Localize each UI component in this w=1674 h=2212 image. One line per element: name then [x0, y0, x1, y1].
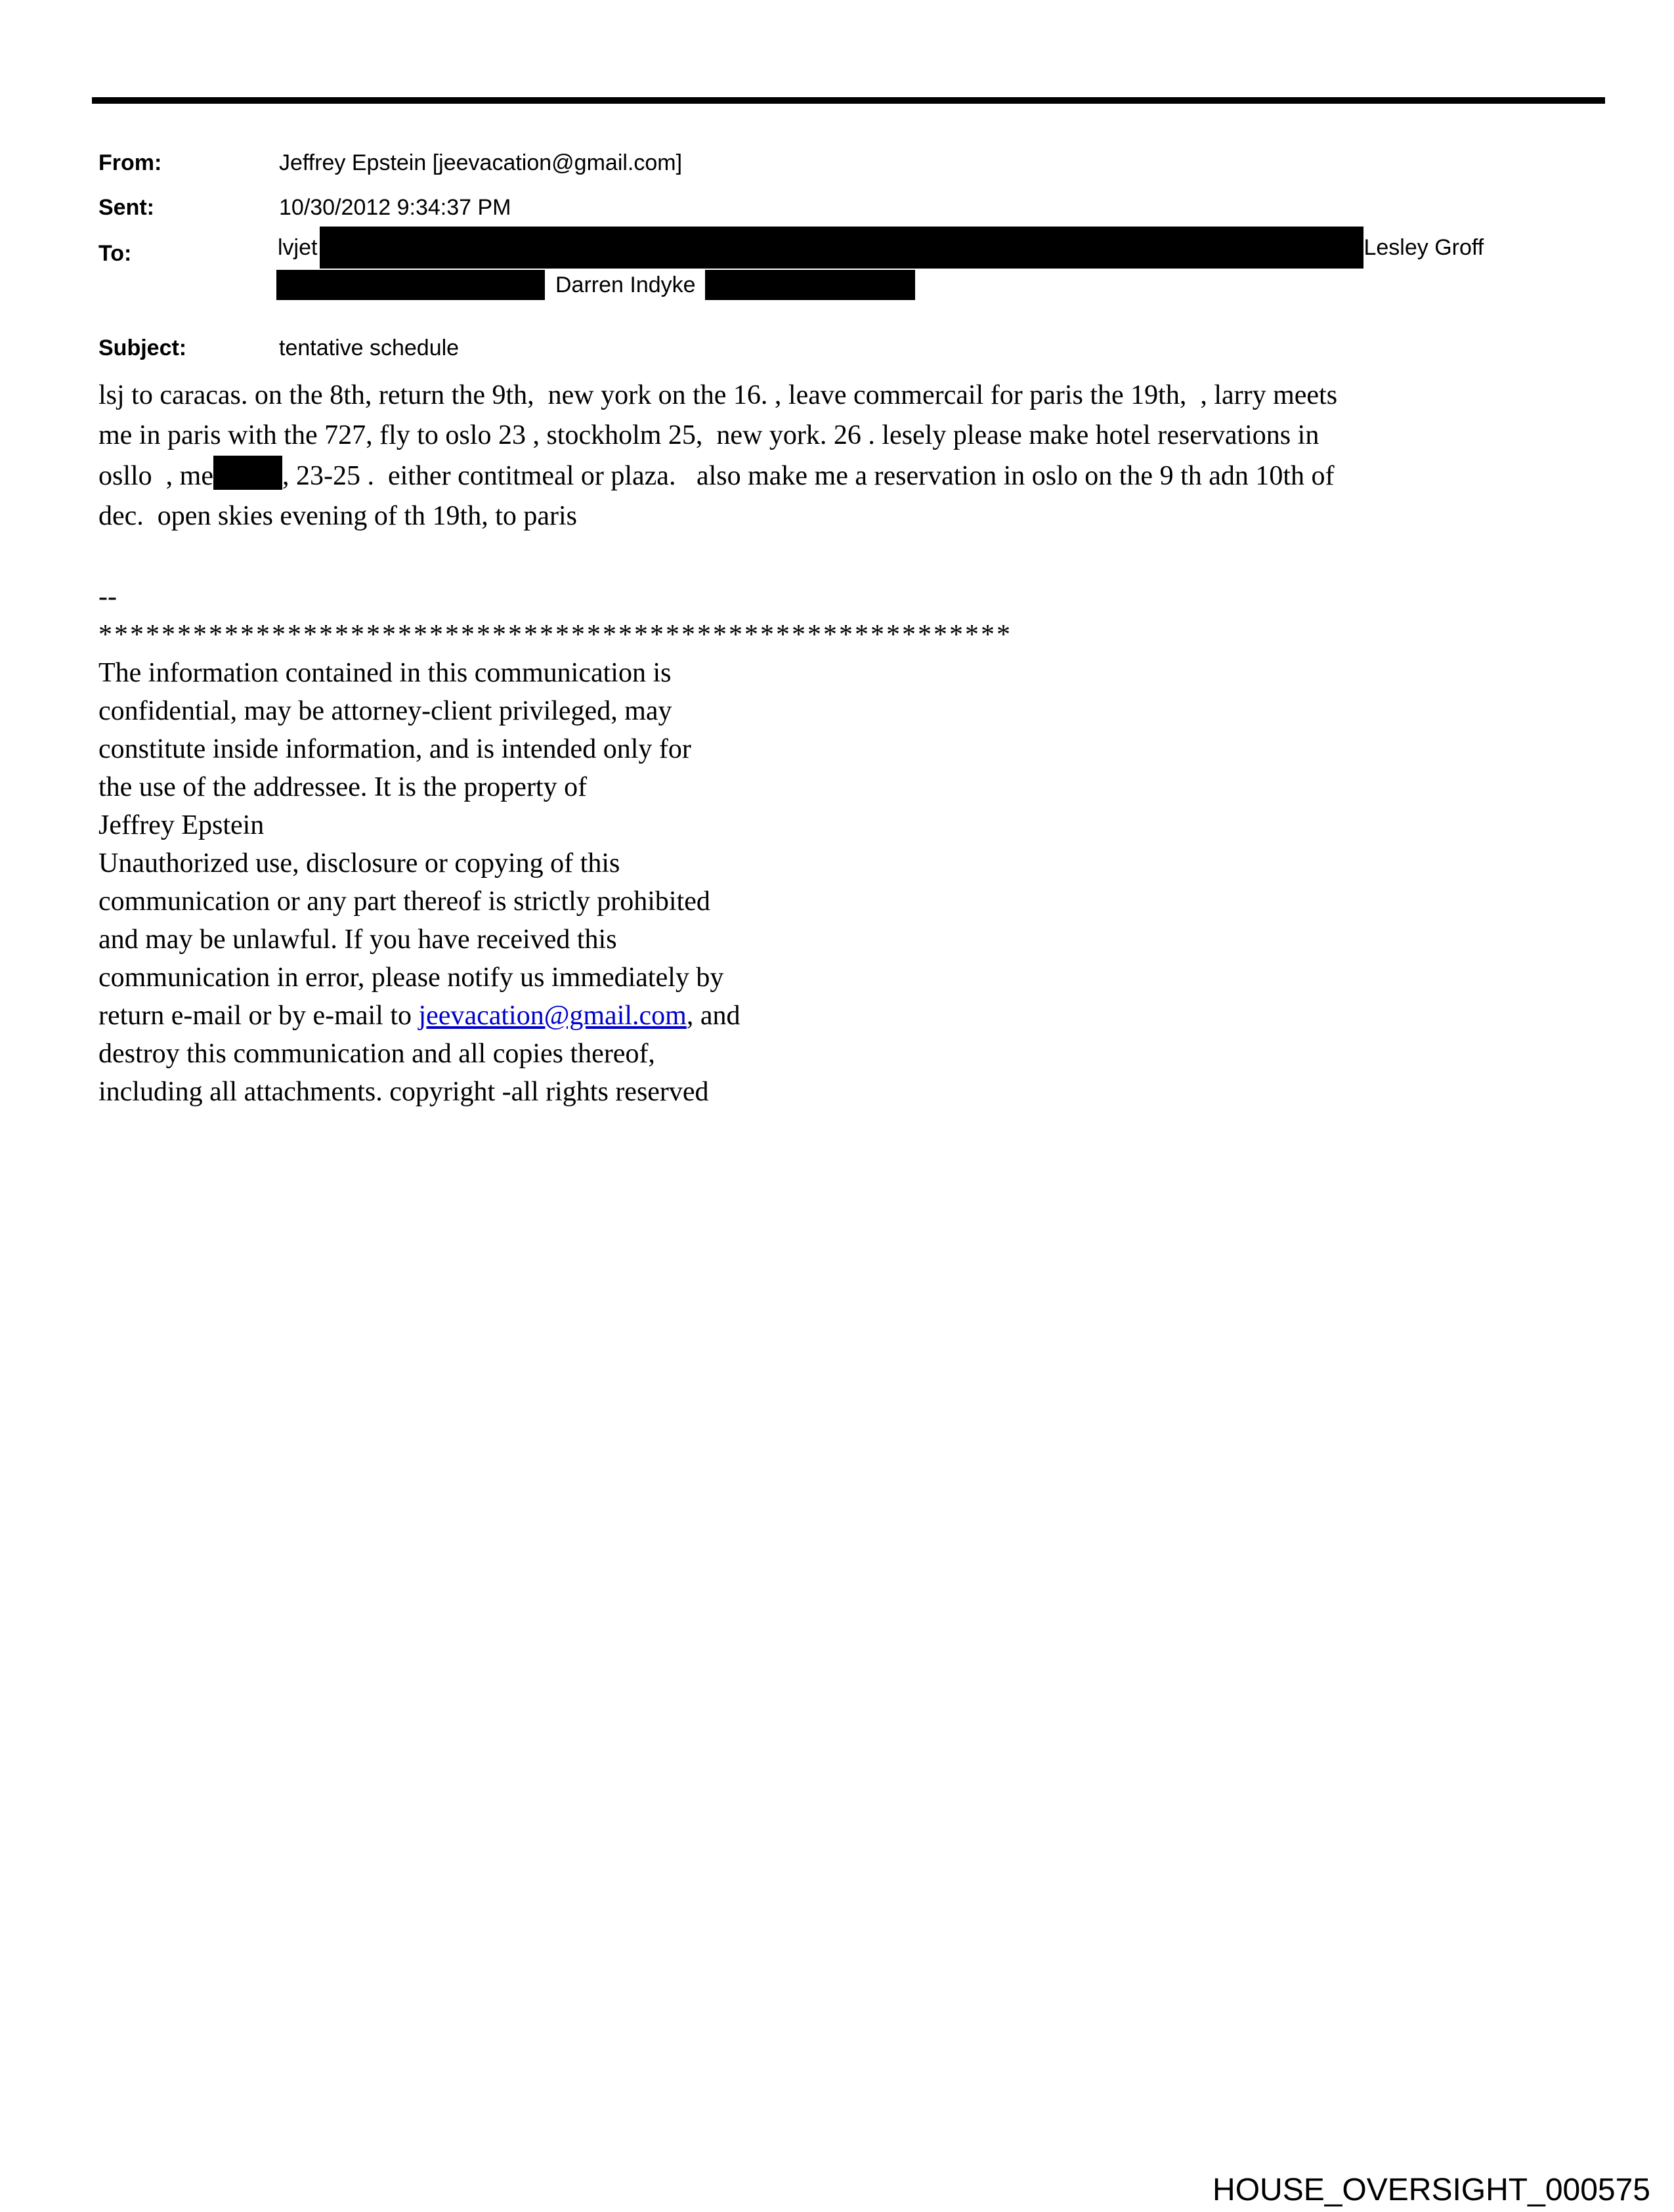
body-line-3-before: osllo , me: [98, 461, 213, 491]
disclaimer-line: constitute inside information, and is intended only for: [98, 734, 691, 764]
from-label: From:: [98, 150, 162, 175]
subject-value: tentative schedule: [279, 336, 460, 360]
to-recipient-lesley-groff: Lesley Groff: [1363, 234, 1484, 260]
sent-value: 10/30/2012 9:34:37 PM: [279, 195, 511, 220]
disclaimer-line: destroy this communication and all copies thereof,: [98, 1039, 655, 1069]
from-value: Jeffrey Epstein [jeevacation@gmail.com]: [279, 150, 683, 175]
body-line-1: lsj to caracas. on the 8th, return the 9th, new york on the 16. , leave commercail for paris the 19th, , larry meets: [98, 380, 1338, 410]
disclaimer-line: and may be unlawful. If you have received this: [98, 924, 617, 955]
body-line-3: [98, 456, 1628, 496]
disclaimer-line: Jeffrey Epstein: [98, 810, 265, 840]
to-recipient-darren-indyke: Darren Indyke: [555, 272, 696, 297]
body-line-4: dec. open skies evening of th 19th, to paris: [98, 501, 578, 531]
redaction-box-body-inline: [213, 456, 282, 490]
asterisk-divider-line: **********************************************************: [98, 620, 1012, 650]
bates-number: HOUSE_OVERSIGHT_000575: [1213, 2173, 1650, 2207]
disclaimer-line: confidential, may be attorney-client privileged, may: [98, 696, 672, 726]
email-link[interactable]: jeevacation@gmail.com: [418, 1001, 687, 1031]
signature-separator: --: [98, 582, 117, 612]
disclaimer-line: including all attachments. copyright -all rights reserved: [98, 1077, 709, 1107]
to-recipient-lvjet: lvjet: [278, 234, 318, 260]
disclaimer-email-line: [98, 997, 1214, 1035]
to-label: To:: [98, 241, 132, 266]
body-line-3-after: , 23-25 . either contitmeal or plaza. also make me a reservation in oslo on the 9 th adn 10th of: [282, 461, 1335, 491]
to-value-line-1: [278, 227, 1591, 269]
subject-label: Subject:: [98, 336, 187, 360]
email-line-before: return e-mail or by e-mail to: [98, 1001, 419, 1031]
signature-disclaimer: [98, 578, 1214, 1111]
disclaimer-line: communication or any part thereof is strictly prohibited: [98, 886, 710, 917]
header-divider-rule: [92, 97, 1605, 104]
email-line-after: , and: [686, 1001, 740, 1031]
disclaimer-line: communication in error, please notify us immediately by: [98, 963, 724, 993]
redaction-bar-to-line2-right: [705, 270, 915, 300]
to-value: [278, 227, 1591, 300]
disclaimer-line: Unauthorized use, disclosure or copying of this: [98, 848, 620, 878]
sent-label: Sent:: [98, 195, 154, 220]
redaction-bar-to-line1: [320, 227, 1363, 269]
to-value-line-2: [276, 270, 1591, 300]
body-line-2: me in paris with the 727, fly to oslo 23 , stockholm 25, new york. 26 . lesely please make hotel reservations in: [98, 420, 1320, 450]
redaction-bar-to-line2-left: [276, 270, 545, 300]
disclaimer-line: the use of the addressee. It is the property of: [98, 772, 588, 802]
disclaimer-line: The information contained in this communication is: [98, 658, 672, 688]
email-body: [98, 376, 1628, 536]
